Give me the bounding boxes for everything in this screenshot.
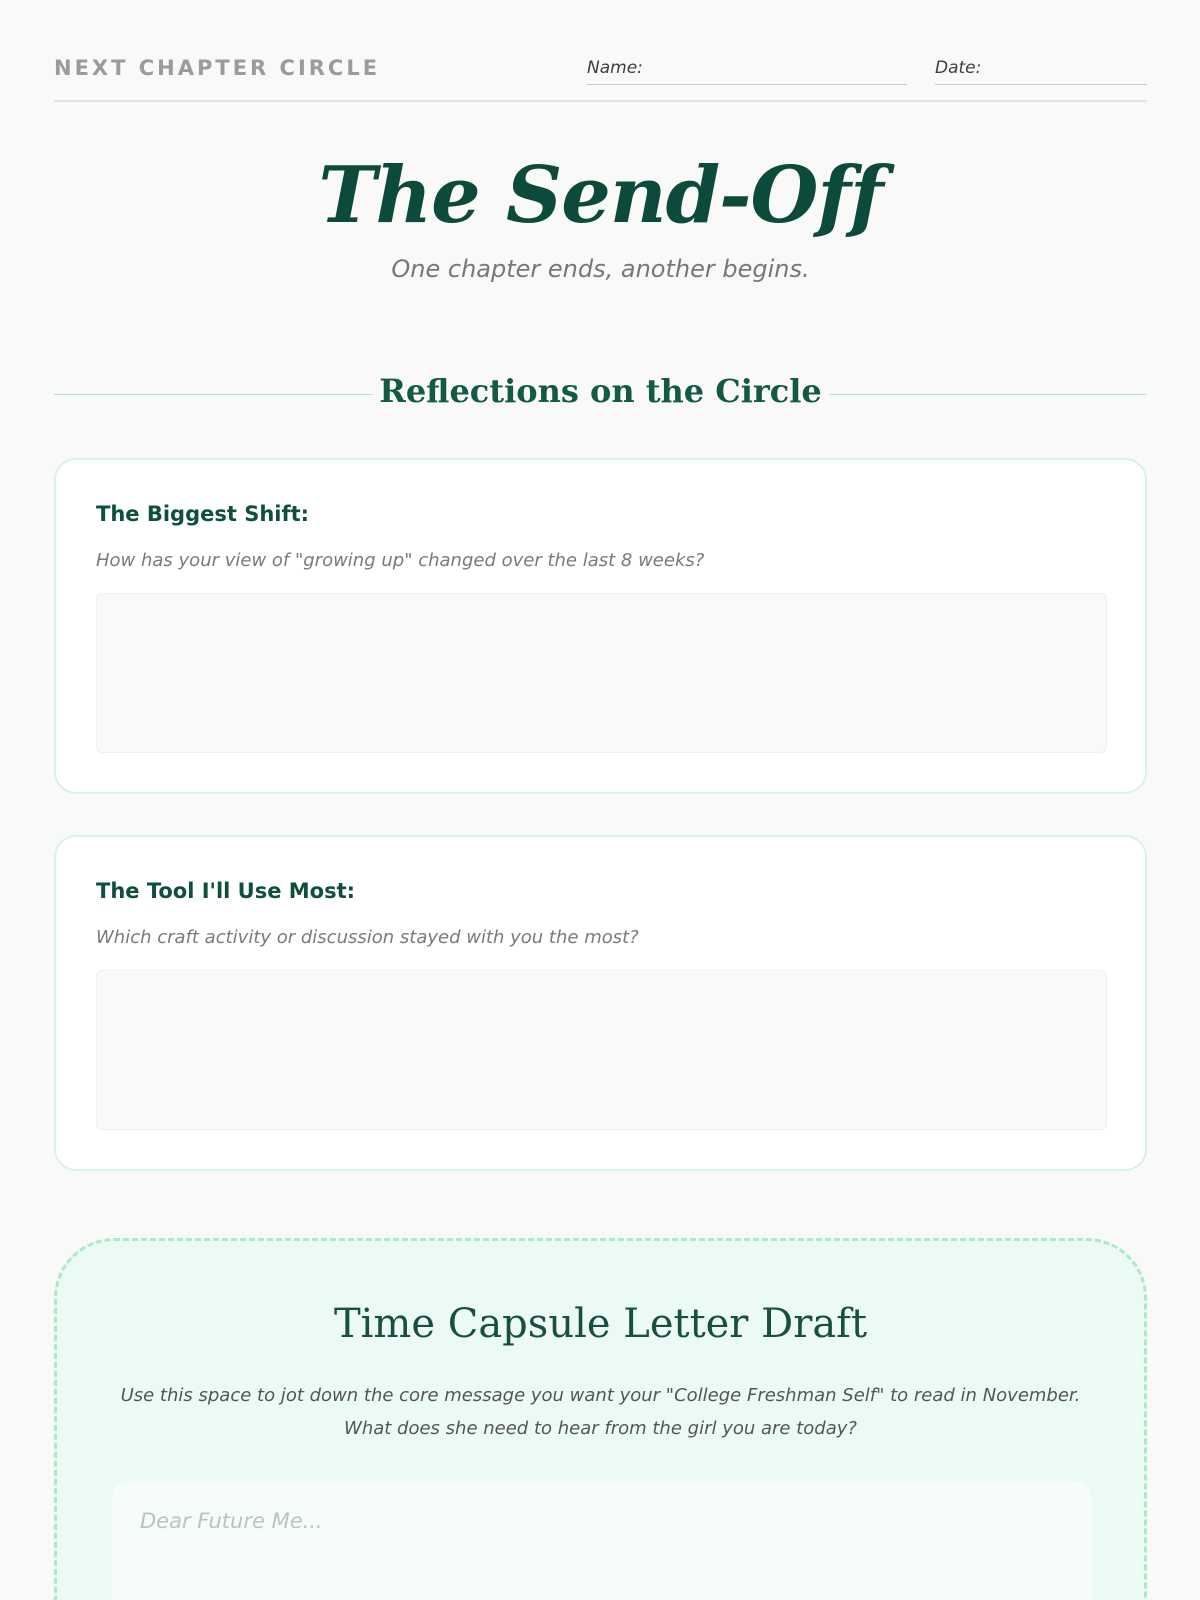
name-field[interactable]: Name: <box>587 58 907 85</box>
card-label: The Biggest Shift: <box>96 502 310 526</box>
time-capsule-section <box>54 1238 1147 1600</box>
brand-name: NEXT CHAPTER CIRCLE <box>54 56 381 80</box>
page-header <box>54 52 1147 102</box>
capsule-title: Time Capsule Letter Draft <box>333 1301 868 1347</box>
capsule-instructions-line1: Use this space to jot down the core message you want your "College Freshman Self" to read in November. <box>120 1385 1081 1406</box>
page-title: The Send-Off <box>318 150 883 241</box>
reflection-card-tool <box>54 835 1147 1171</box>
section-divider-left <box>54 394 372 395</box>
answer-box[interactable] <box>96 593 1107 753</box>
date-field[interactable]: Date: <box>935 58 1147 85</box>
card-label: The Tool I'll Use Most: <box>96 879 356 903</box>
card-prompt: Which craft activity or discussion stayed with you the most? <box>96 927 639 948</box>
section-title: Reflections on the Circle <box>379 372 822 410</box>
page-subtitle: One chapter ends, another begins. <box>391 255 810 283</box>
reflection-card-biggest-shift <box>54 458 1147 794</box>
answer-box[interactable] <box>96 970 1107 1130</box>
card-prompt: How has your view of "growing up" changed over the last 8 weeks? <box>96 550 705 571</box>
capsule-instructions-line2: What does she need to hear from the girl you are today? <box>344 1418 857 1439</box>
section-divider-right <box>829 394 1147 395</box>
capsule-instructions <box>97 1379 1104 1445</box>
letter-textarea[interactable] <box>112 1481 1092 1600</box>
